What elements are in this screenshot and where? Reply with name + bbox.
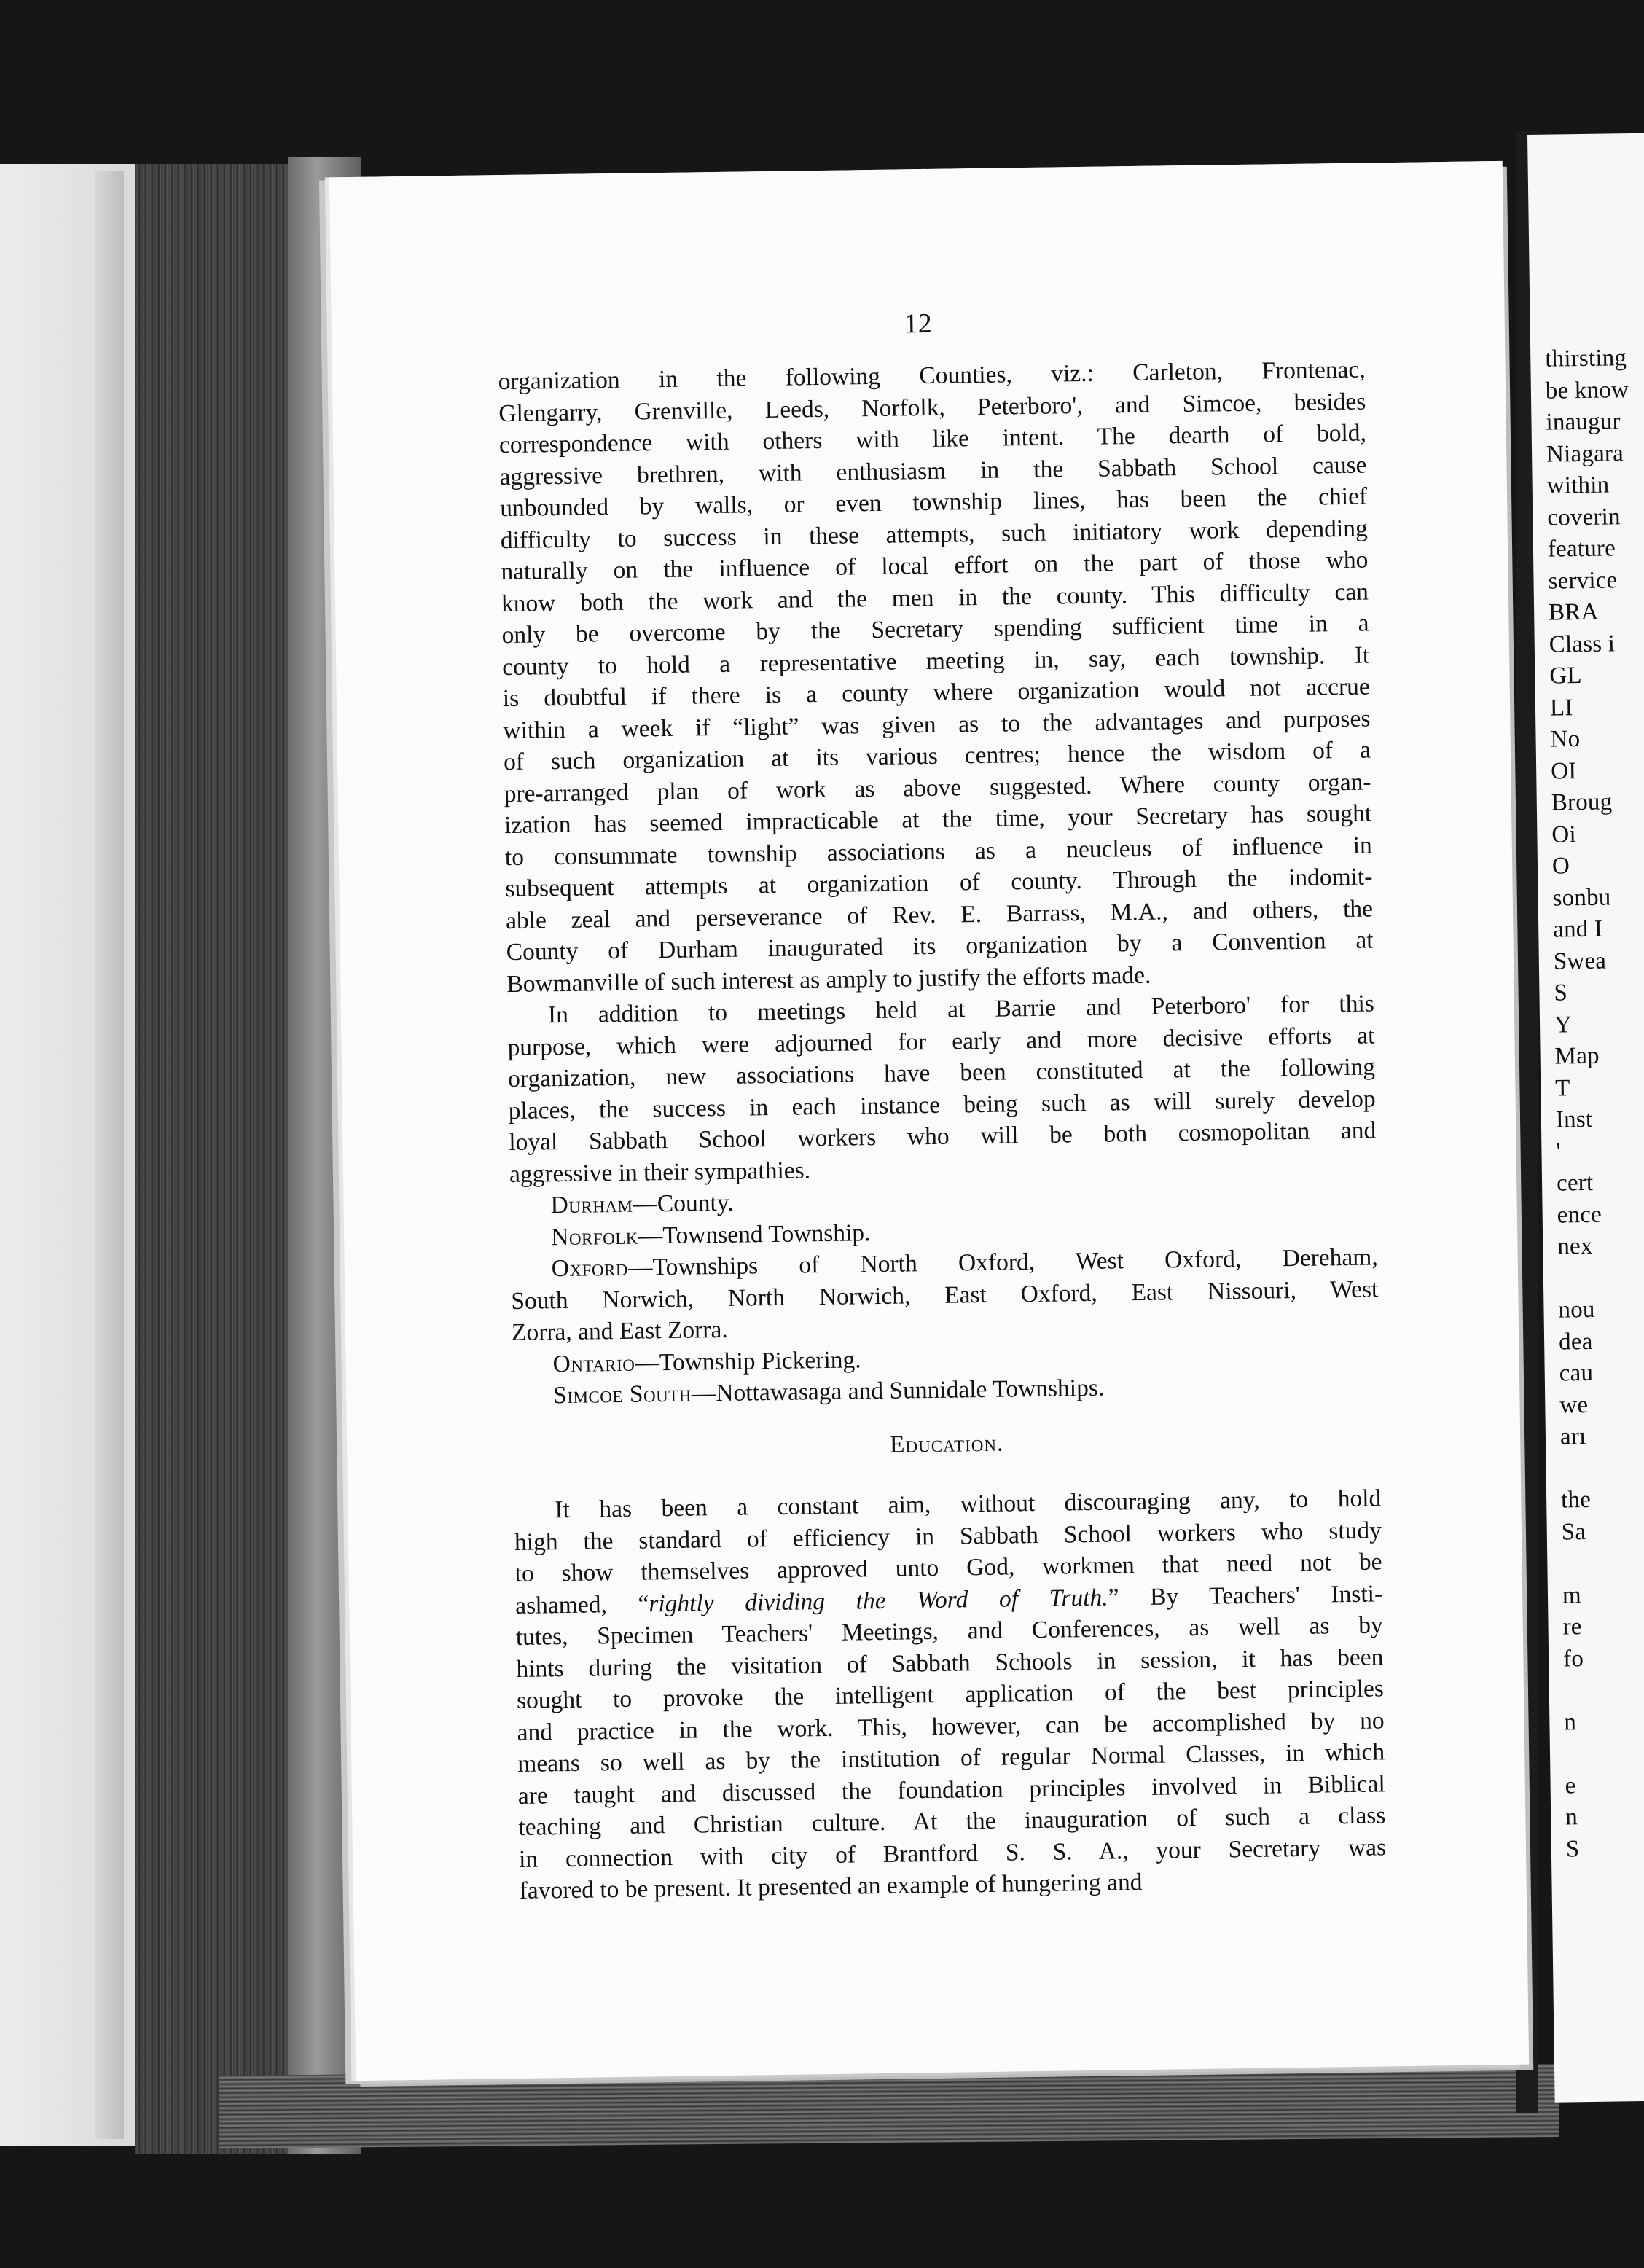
text-line: favored to be present. It presented an example of hungering and — [519, 1869, 1143, 1904]
place-detail: —Townsend Township. — [638, 1219, 871, 1250]
text-line: know both the work and the men in the county. This difficulty can — [501, 578, 1369, 617]
text-line: aggressive brethren, with enthusiasm in the Sabbath School cause — [499, 451, 1367, 490]
right-page-line: coverin — [1547, 503, 1621, 531]
right-page-line: Y — [1554, 1011, 1573, 1039]
right-page-line: we — [1559, 1391, 1589, 1419]
right-page-line: No — [1550, 726, 1581, 753]
right-page-line: n — [1565, 1804, 1578, 1831]
right-page-line: thirsting — [1545, 345, 1627, 372]
paragraph-education — [516, 1609, 1387, 1907]
right-page-line: GL — [1549, 662, 1583, 689]
right-page-line: O — [1551, 853, 1570, 880]
text-line: places, the success in each instance being such as will surely develop — [508, 1084, 1376, 1125]
education-line: It has been a constant aim, without discouraging any, to hold — [555, 1485, 1382, 1524]
scripture-quote: rightly dividing the Word of Truth. — [649, 1584, 1108, 1617]
right-page-line: e — [1565, 1772, 1576, 1799]
book-page — [329, 161, 1529, 2081]
text-line: sought to provoke the intelligent application of the best principles — [516, 1675, 1385, 1714]
text-line: subsequent attempts at organization of county. Through the indomit- — [505, 863, 1373, 903]
text-line: are taught and discussed the foundation principles involved in Biblical — [517, 1770, 1386, 1810]
right-page-line: arı — [1559, 1423, 1586, 1450]
text-line: only be overcome by the Secretary spending sufficient time in a — [501, 609, 1369, 649]
text-line: in connection with city of Brantford S. S. A., your Secretary was — [518, 1833, 1387, 1873]
right-page-line: LI — [1549, 694, 1573, 722]
text-line: aggressive in their sympathies. — [509, 1156, 811, 1188]
right-page-line: fo — [1562, 1645, 1584, 1673]
right-page-line: service — [1548, 566, 1618, 595]
paragraph-organization — [498, 354, 1374, 1001]
place-oxford-end: Zorra, and East Zorra. — [511, 1315, 728, 1347]
right-page-line: nou — [1558, 1296, 1595, 1323]
text-line: able zeal and perseverance of Rev. E. Barrass, M.A., and others, the — [505, 894, 1374, 934]
right-page-line: Class i — [1549, 630, 1616, 658]
place-name: Norfolk — [550, 1222, 639, 1251]
right-page-line: within — [1546, 472, 1610, 499]
right-page-line: be know — [1545, 376, 1629, 404]
place-name: Durham — [550, 1190, 633, 1219]
right-page-line: ence — [1557, 1201, 1602, 1229]
text-line: county to hold a representative meeting in, say, each township. It — [501, 641, 1370, 681]
right-page-line: S — [1554, 979, 1568, 1006]
right-page-line: ' — [1556, 1138, 1561, 1165]
right-page-line: Swea — [1553, 947, 1607, 975]
text-line: loyal Sabbath School workers who will be both cosmopolitan and — [509, 1117, 1377, 1157]
text-line: within a week if “light” was given as to the advantages and purposes — [503, 704, 1371, 744]
page-stack-edge — [135, 164, 310, 2154]
text-line: organization in the following Counties, viz.: Carleton, Frontenac, — [498, 356, 1366, 396]
page-text — [498, 354, 1386, 1907]
right-page-line: inaugur — [1546, 408, 1621, 436]
text-line: tutes, Specimen Teachers' Meetings, and Conferences, as well as by — [515, 1611, 1383, 1651]
section-heading-education: Education. — [889, 1429, 1004, 1458]
right-page-line: re — [1562, 1614, 1582, 1641]
text-line: difficulty to success in these attempts, such initiatory work depending — [500, 515, 1368, 554]
text-line: to consummate township associations as a neucleus of influence in — [504, 831, 1373, 871]
text-line: teaching and Christian culture. At the inauguration of such a class — [518, 1802, 1386, 1841]
place-detail: —County. — [633, 1189, 734, 1218]
text-line: County of Durham inaugurated its organization by a Convention at — [506, 926, 1374, 966]
text-line: organization, new associations have been constituted at the following — [507, 1053, 1376, 1093]
text-line: pre-arranged plan of work as above suggested. Where county organ- — [504, 767, 1371, 808]
text-line: ization has seemed impracticable at the time, your Secretary has sought — [504, 799, 1372, 840]
quote-close: ” By Teachers' Insti- — [1108, 1579, 1383, 1611]
right-page-line: T — [1555, 1074, 1570, 1102]
quote-open: ashamed, “ — [514, 1589, 649, 1619]
right-page-line: Sa — [1561, 1518, 1586, 1546]
text-line: Glengarry, Grenville, Leeds, Norfolk, Peterboro', and Simcoe, besides — [498, 388, 1366, 427]
right-page-line: n — [1564, 1708, 1577, 1736]
place-oxford-continued: South Norwich, North Norwich, East Oxford, East Nissouri, West — [511, 1275, 1379, 1315]
education-line: to show themselves approved unto God, workmen that need not be — [514, 1548, 1382, 1587]
right-page-line: nex — [1557, 1232, 1593, 1260]
right-page-line: dea — [1558, 1328, 1593, 1356]
right-page-line: m — [1562, 1581, 1582, 1609]
place-name: Ontario — [552, 1349, 635, 1377]
text-line: hints during the visitation of Sabbath Schools in session, it has been — [516, 1643, 1384, 1683]
education-line: high the standard of efficiency in Sabbath School workers who study — [514, 1516, 1382, 1556]
text-line: of such organization at its various centres; hence the wisdom of a — [503, 736, 1371, 776]
right-page-line: and I — [1552, 915, 1603, 943]
paragraph-new-associations — [507, 988, 1377, 1190]
right-page-line: Oi — [1551, 821, 1577, 848]
place-detail: —Township Pickering. — [635, 1345, 861, 1377]
place-detail: —Townships of North Oxford, West Oxford, Dereham, — [627, 1243, 1378, 1281]
text-line: naturally on the influence of local effort on the part of those who — [501, 546, 1369, 586]
right-page-line: sonbu — [1552, 884, 1611, 912]
right-page-line: Map — [1554, 1042, 1600, 1070]
place-name: Simcoe South — [552, 1380, 692, 1409]
right-page — [1527, 133, 1644, 2103]
right-page-line: Niagara — [1546, 439, 1624, 468]
text-line: and practice in the work. This, however, can be accomplished by no — [517, 1706, 1385, 1746]
text-line: means so well as by the institution of regular Normal Classes, in which — [517, 1738, 1385, 1778]
right-page-line: Inst — [1555, 1106, 1593, 1133]
right-page-line: Broug — [1551, 789, 1613, 816]
text-line: In addition to meetings held at Barrie and Peterboro' for this — [547, 990, 1375, 1029]
right-page-line: cau — [1559, 1359, 1594, 1387]
text-line: is doubtful if there is a county where organization would not accrue — [502, 673, 1370, 713]
right-page-line: OI — [1550, 757, 1577, 785]
text-line: correspondence with others with like intent. The dearth of bold, — [498, 419, 1367, 459]
right-page-line: the — [1560, 1486, 1592, 1514]
text-line: purpose, which were adjourned for early and more decisive efforts at — [507, 1021, 1375, 1061]
right-page-line: feature — [1547, 535, 1616, 563]
right-page-line: BRA — [1548, 598, 1599, 626]
right-page-line: S — [1565, 1835, 1580, 1862]
text-line: unbounded by walls, or even township lines, has been the chief — [499, 482, 1368, 523]
left-page-gutter — [95, 171, 124, 2139]
right-page-line: cert — [1556, 1169, 1594, 1197]
text-line: Bowmanville of such interest as amply to justify the efforts made. — [506, 961, 1151, 998]
page-number: 12 — [904, 308, 933, 340]
place-detail: —Nottawasaga and Sunnidale Townships. — [691, 1374, 1105, 1407]
place-name: Oxford — [551, 1254, 629, 1283]
